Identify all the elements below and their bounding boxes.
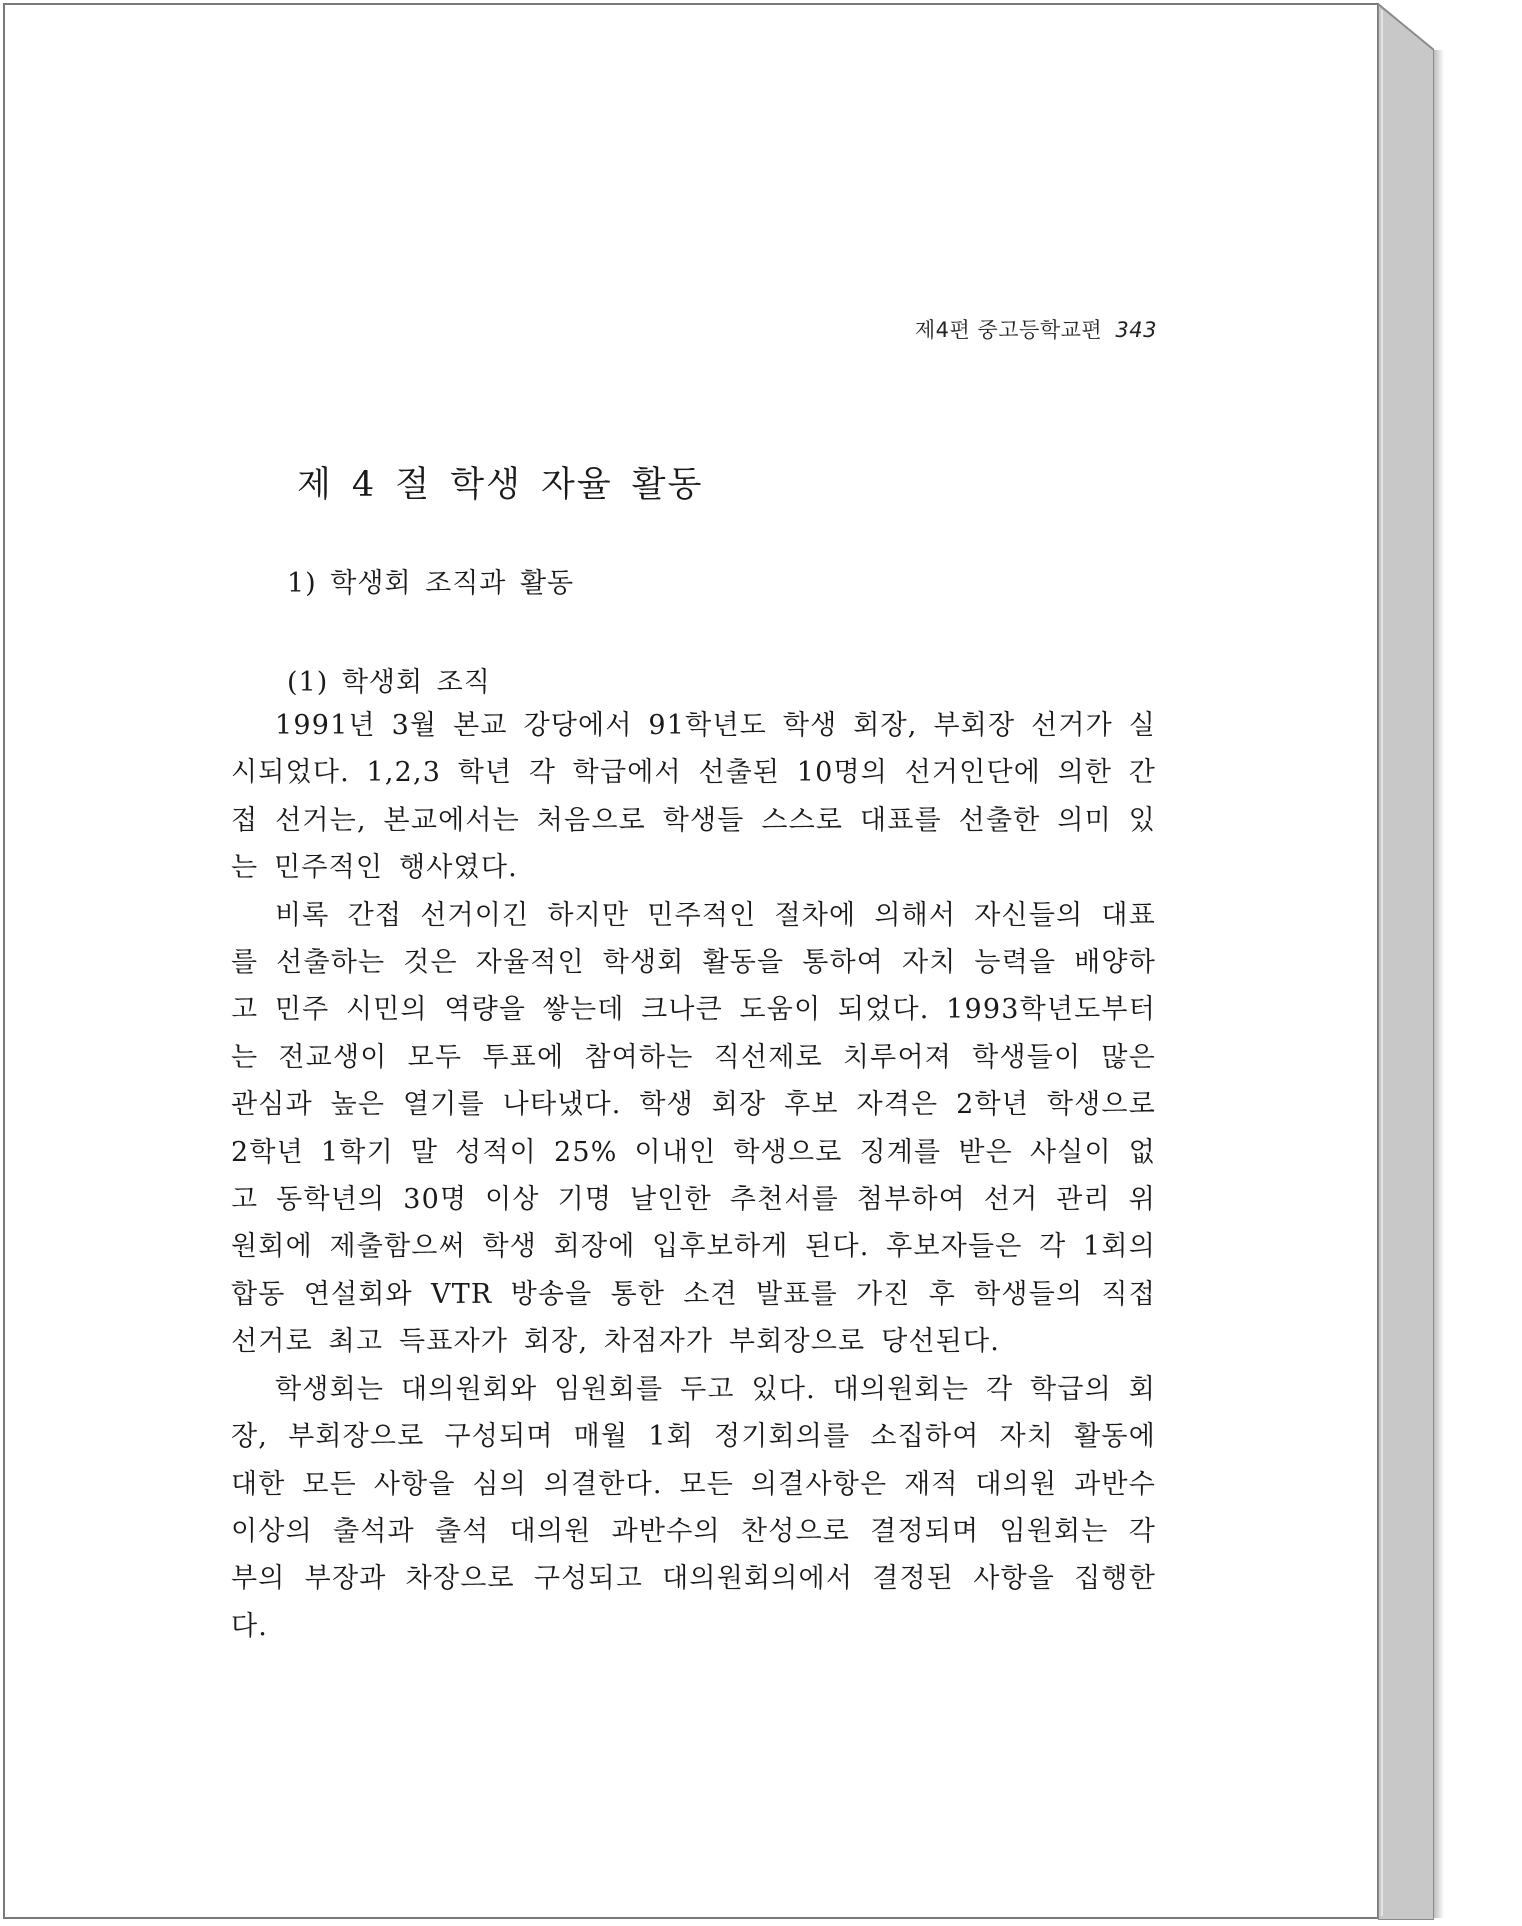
book-page bbox=[3, 3, 1379, 1919]
body-text bbox=[231, 702, 1156, 1650]
paragraph: 비록 간접 선거이긴 하지만 민주적인 절차에 의해서 자신들의 대표를 선출하는 것은 자율적인 학생회 활동을 통하여 자치 능력을 배양하고 민주 시민의 역량을 쌓는데 크나큰 도움이 되었다. 1993학년도부터는 전교생이 모두 투표에 참여하는 직선제로 치루어져 학생들이 많은 관심과 높은 열기를 나타냈다. 학생 회장 후보 자격은 2학년 학생으로 2학년 1학기 말 성적이 25% 이내인 학생으로 징계를 받은 사실이 없고 동학년의 30명 이상 기명 날인한 추천서를 첨부하여 선거 관리 위원회에 제출함으써 학생 회장에 입후보하게 된다. 후보자들은 각 1회의 합동 연설회와 VTR 방송을 통한 소견 발표를 가진 후 학생들의 직접 선거로 최고 득표자가 회장, 차점자가 부회장으로 당선된다. bbox=[231, 899, 1156, 1358]
paragraph: 학생회는 대의원회와 임원회를 두고 있다. 대의원회는 각 학급의 회장, 부회장으로 구성되며 매월 1회 정기회의를 소집하여 자치 활동에 대한 모든 사항을 심의 의결한다. 모든 의결사항은 재적 대의원 과반수 이상의 출석과 출석 대의원 과반수의 찬성으로 결정되며 임원회는 각 부의 부장과 차장으로 구성되고 대의원회의에서 결정된 사항을 집행한다. bbox=[231, 1373, 1156, 1642]
book-edge bbox=[1378, 4, 1434, 1920]
section-title: 제 4 절 학생 자율 활동 bbox=[297, 465, 704, 505]
sub-subsection-title: (1) 학생회 조직 bbox=[287, 667, 491, 698]
subsection-title: 1) 학생회 조직과 활동 bbox=[287, 568, 575, 599]
paragraph: 1991년 3월 본교 강당에서 91학년도 학생 회장, 부회장 선거가 실시되었다. 1,2,3 학년 각 학급에서 선출된 10명의 선거인단에 의한 간접 선거는, 본교에서는 처음으로 학생들 스스로 대표를 선출한 의미 있는 민주적인 행사였다. bbox=[231, 710, 1156, 884]
page-number: 343 bbox=[1115, 318, 1157, 342]
running-header bbox=[705, 314, 1157, 344]
book-shadow bbox=[1434, 50, 1444, 1918]
running-title: 제4편 중고등학교편 bbox=[914, 318, 1103, 342]
